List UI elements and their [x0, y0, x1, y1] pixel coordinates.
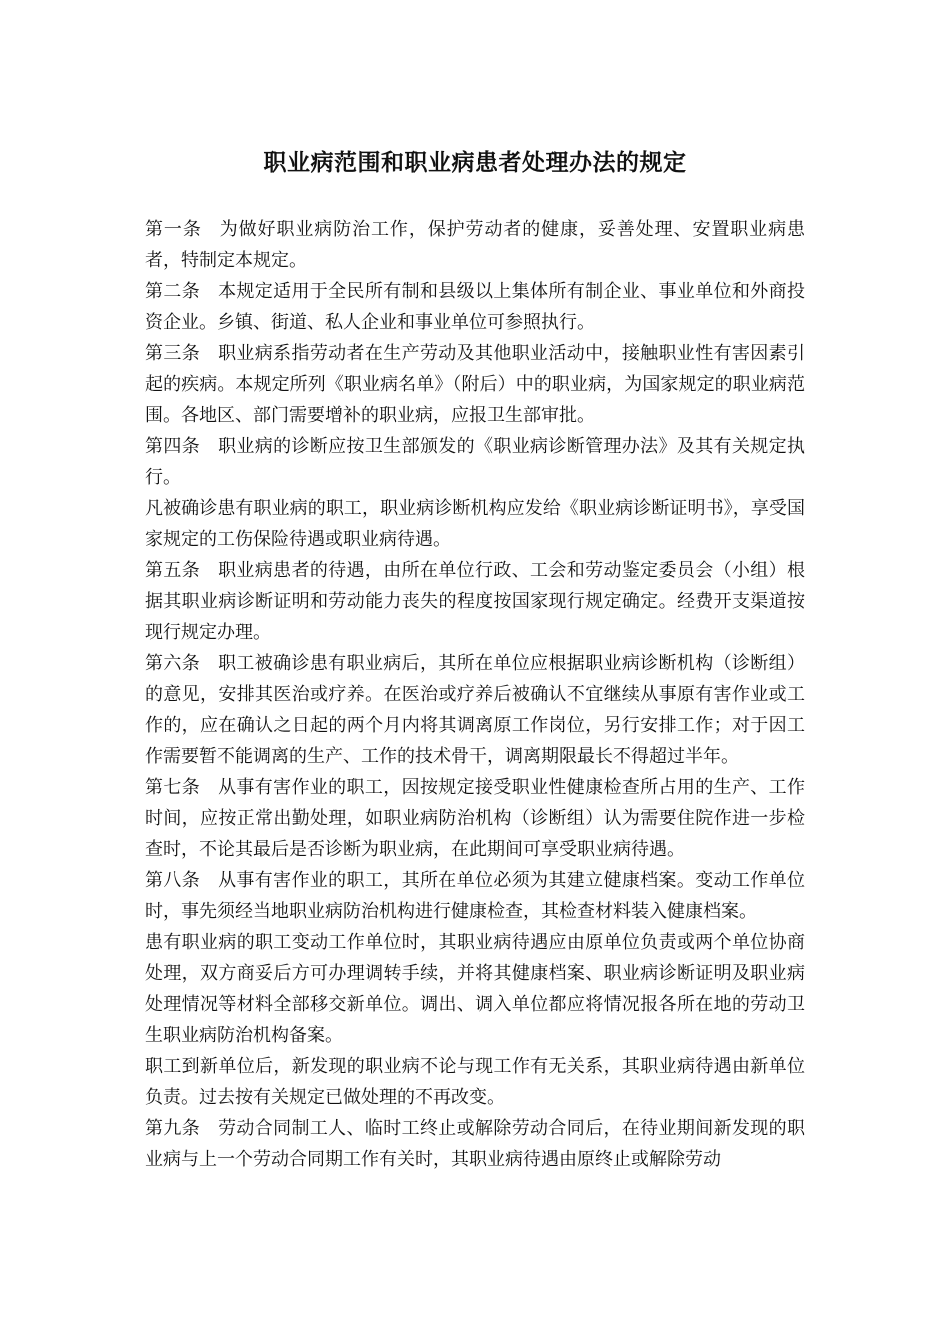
article-number: 第六条 [145, 653, 201, 674]
paragraph-text: 从事有害作业的职工，因按规定接受职业性健康检查所占用的生产、工作时间，应按正常出勤处理，如职业病防治机构（诊断组）认为需要住院作进一步检查时，不论其最后是否诊断为职业病，在此期间可享受职业病待遇。 [145, 777, 806, 860]
paragraph-article-8-continued-1 [145, 927, 805, 1051]
paragraph-article-8-continued-2 [145, 1051, 805, 1113]
document-body [145, 214, 805, 1175]
paragraph-text: 职业病患者的待遇，由所在单位行政、工会和劳动鉴定委员会（小组）根据其职业病诊断证明和劳动能力丧失的程度按国家现行规定确定。经费开支渠道按现行规定办理。 [145, 560, 806, 643]
paragraph-text: 为做好职业病防治工作，保护劳动者的健康，妥善处理、安置职业病患者，特制定本规定。 [145, 219, 806, 271]
article-number: 第五条 [145, 560, 201, 581]
paragraph-article-5 [145, 555, 805, 648]
paragraph-text: 职业病系指劳动者在生产劳动及其他职业活动中，接触职业性有害因素引起的疾病。本规定所列《职业病名单》（附后）中的职业病，为国家规定的职业病范围。各地区、部门需要增补的职业病，应报卫生部审批。 [145, 343, 806, 426]
article-number: 第二条 [145, 281, 201, 302]
paragraph-text: 本规定适用于全民所有制和县级以上集体所有制企业、事业单位和外商投资企业。乡镇、街道、私人企业和事业单位可参照执行。 [145, 281, 806, 333]
document-title: 职业病范围和职业病患者处理办法的规定 [263, 149, 687, 176]
paragraph-article-4 [145, 431, 805, 493]
paragraph-text: 患有职业病的职工变动工作单位时，其职业病待遇应由原单位负责或两个单位协商处理，双方商妥后方可办理调转手续，并将其健康档案、职业病诊断证明及职业病处理情况等材料全部移交新单位。调出、调入单位都应将情况报各所在地的劳动卫生职业病防治机构备案。 [145, 932, 805, 1046]
article-number: 第七条 [145, 777, 201, 798]
paragraph-article-7 [145, 772, 805, 865]
paragraph-text: 劳动合同制工人、临时工终止或解除劳动合同后，在待业期间新发现的职业病与上一个劳动合同期工作有关时，其职业病待遇由原终止或解除劳动 [145, 1118, 806, 1170]
paragraph-text: 职业病的诊断应按卫生部颁发的《职业病诊断管理办法》及其有关规定执行。 [145, 436, 806, 488]
article-number: 第一条 [145, 219, 202, 240]
paragraph-article-6 [145, 648, 805, 772]
paragraph-text: 职工被确诊患有职业病后，其所在单位应根据职业病诊断机构（诊断组）的意见，安排其医治或疗养。在医治或疗养后被确认不宜继续从事原有害作业或工作的，应在确认之日起的两个月内将其调离原工作岗位，另行安排工作；对于因工作需要暂不能调离的生产、工作的技术骨干，调离期限最长不得超过半年。 [145, 653, 806, 767]
paragraph-text: 职工到新单位后，新发现的职业病不论与现工作有无关系，其职业病待遇由新单位负责。过去按有关规定已做处理的不再改变。 [145, 1056, 805, 1108]
paragraph-article-2 [145, 276, 805, 338]
article-number: 第八条 [145, 870, 201, 891]
article-number: 第四条 [145, 436, 201, 457]
paragraph-article-9 [145, 1113, 805, 1175]
paragraph-text: 凡被确诊患有职业病的职工，职业病诊断机构应发给《职业病诊断证明书》，享受国家规定的工伤保险待遇或职业病待遇。 [145, 498, 805, 550]
paragraph-article-1 [145, 214, 805, 276]
article-number: 第三条 [145, 343, 201, 364]
paragraph-article-8 [145, 865, 805, 927]
article-number: 第九条 [145, 1118, 201, 1139]
paragraph-text: 从事有害作业的职工，其所在单位必须为其建立健康档案。变动工作单位时，事先须经当地职业病防治机构进行健康检查，其检查材料装入健康档案。 [145, 870, 806, 922]
paragraph-article-4-continued [145, 493, 805, 555]
paragraph-article-3 [145, 338, 805, 431]
